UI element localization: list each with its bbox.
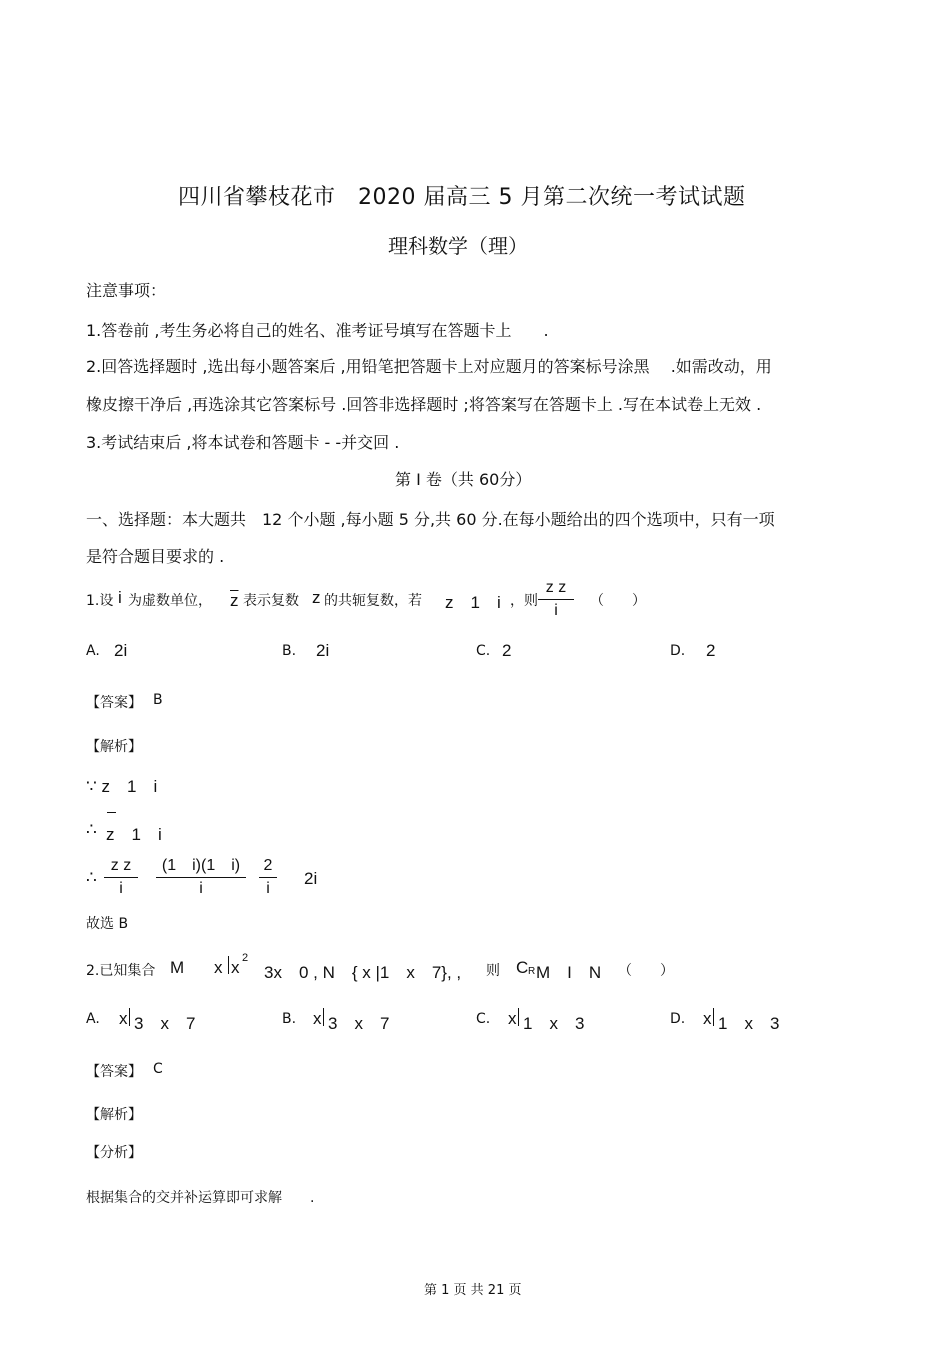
- therefore-symbol: ∴: [86, 868, 97, 887]
- q2-option-d: 1 x 3: [718, 1014, 780, 1033]
- fraction-denominator: i: [199, 880, 203, 897]
- q1-condition: z 1 i: [445, 593, 501, 612]
- q1-i: i: [118, 588, 122, 607]
- section-heading: 第 I 卷（共 60分）: [395, 470, 532, 489]
- q2-option-c-divider: [516, 1008, 521, 1027]
- notes-item-3: 3.考试结束后 ,将本试卷和答题卡 - -并交回 .: [86, 433, 400, 452]
- q1-step-3-fraction-2: [156, 856, 246, 899]
- q2-set-m-x: x: [214, 958, 223, 977]
- q1-answer-label: 【答案】: [86, 695, 142, 711]
- q2-option-a-divider: [127, 1008, 132, 1027]
- q2-text-b: 则: [486, 963, 500, 979]
- fraction-denominator: i: [266, 880, 270, 897]
- q2-expression: M I N: [536, 963, 602, 982]
- q1-option-c: 2: [502, 641, 512, 660]
- q1-text-d: 的共轭复数，若: [324, 593, 422, 609]
- q2-set-condition: 3x 0 , N { x |1 x 7}, ,: [264, 963, 462, 982]
- q2-fenxi: 根据集合的交并补运算即可求解 .: [86, 1190, 315, 1206]
- fraction-bar: [259, 877, 277, 878]
- notes-item-2-line-1: 2.回答选择题时 ,选出每小题答案后 ,用铅笔把答题卡上对应题月的答案标号涂黑 .如需改动，用: [86, 357, 772, 376]
- notes-item-1: 1.答卷前 ,考生务必将自己的姓名、准考证号填写在答题卡上 .: [86, 321, 549, 340]
- q2-option-d-label: D.: [670, 1011, 686, 1027]
- q2-complement: C: [516, 958, 529, 977]
- q1-fraction: [538, 578, 574, 621]
- q1-option-a: 2i: [114, 641, 128, 660]
- fraction-denominator: i: [119, 880, 123, 897]
- q2-option-a-label: A.: [86, 1011, 100, 1027]
- q2-option-d-divider: [711, 1008, 716, 1027]
- q1-paren: （ ）: [590, 593, 646, 609]
- document-title: 四川省攀枝花市 2020 届高三 5 月第二次统一考试试题: [178, 185, 746, 210]
- q2-option-b: 3 x 7: [328, 1014, 390, 1033]
- fraction-numerator: (1 i)(1 i): [161, 857, 241, 874]
- q1-text-a: 1.设: [86, 593, 114, 609]
- q2-superscript: 2: [242, 952, 249, 964]
- q2-set-m-x2: x: [231, 958, 240, 977]
- q1-step-3-fraction-3: [259, 856, 277, 899]
- q2-fenxi-label: 【分析】: [86, 1145, 142, 1161]
- q1-text-b: 为虚数单位，: [128, 593, 212, 609]
- q2-option-b-x: x: [313, 1009, 322, 1028]
- notes-item-2-line-2: 橡皮擦干净后 ,再选涂其它答案标号 .回答非选择题时 ;将答案写在答题卡上 .写在本试卷上无效 .: [86, 395, 762, 414]
- q1-option-a-label: A.: [86, 643, 100, 659]
- q1-zbar: $\overline{z}$: [230, 591, 239, 610]
- fraction-numerator: 2: [263, 857, 273, 874]
- q2-option-c-x: x: [508, 1009, 517, 1028]
- q1-option-d-label: D.: [670, 643, 686, 659]
- q1-choose: 故选 B: [86, 916, 129, 932]
- q1-fraction-numerator: z z: [545, 579, 567, 596]
- q2-option-c-label: C.: [476, 1011, 491, 1027]
- q1-step-2: z 1 i: [106, 825, 162, 844]
- therefore-symbol: ∴: [86, 820, 97, 839]
- conjugate-bar: [107, 812, 116, 813]
- q1-text-e: ，则: [510, 593, 538, 609]
- q1-answer: B: [153, 692, 163, 708]
- notes-heading: 注意事项：: [86, 281, 167, 300]
- section-intro-line-2: 是符合题目要求的 .: [86, 547, 225, 566]
- q2-option-b-label: B.: [282, 1011, 297, 1027]
- q2-set-m: M: [170, 958, 185, 977]
- q1-fraction-denominator: i: [554, 602, 558, 619]
- q2-option-c: 1 x 3: [523, 1014, 585, 1033]
- q1-step-3-fraction-1: [104, 856, 138, 899]
- q2-option-d-x: x: [703, 1009, 712, 1028]
- q2-option-a-x: x: [119, 1009, 128, 1028]
- q2-text-a: 2.已知集合: [86, 963, 156, 979]
- q2-option-a: 3 x 7: [134, 1014, 196, 1033]
- q1-option-d: 2: [706, 641, 716, 660]
- fraction-numerator: z z: [110, 857, 132, 874]
- q2-paren: （ ）: [618, 963, 674, 979]
- q1-analysis-label: 【解析】: [86, 739, 142, 755]
- fraction-bar: [156, 877, 246, 878]
- q1-step-1: ∵ z 1 i: [86, 777, 158, 796]
- q2-option-b-divider: [321, 1008, 326, 1027]
- q1-option-b-label: B.: [282, 643, 297, 659]
- section-intro-line-1: 一、选择题：本大题共 12 个小题 ,每小题 5 分,共 60 分.在每小题给出的四个选项中，只有一项: [86, 510, 775, 529]
- q2-analysis-label: 【解析】: [86, 1107, 142, 1123]
- q2-subscript-r: R: [528, 966, 536, 977]
- q1-option-c-label: C.: [476, 643, 491, 659]
- q1-step-3-result: 2i: [304, 869, 318, 888]
- document-subtitle: 理科数学（理）: [388, 234, 528, 258]
- q2-answer: C: [153, 1061, 163, 1077]
- q1-text-c: 表示复数: [243, 593, 299, 609]
- q2-answer-label: 【答案】: [86, 1064, 142, 1080]
- fraction-bar: [538, 599, 574, 600]
- q1-z: z: [312, 588, 321, 607]
- fraction-bar: [104, 877, 138, 878]
- page-footer: 第 1 页 共 21 页: [424, 1283, 522, 1298]
- q1-option-b: 2i: [316, 641, 330, 660]
